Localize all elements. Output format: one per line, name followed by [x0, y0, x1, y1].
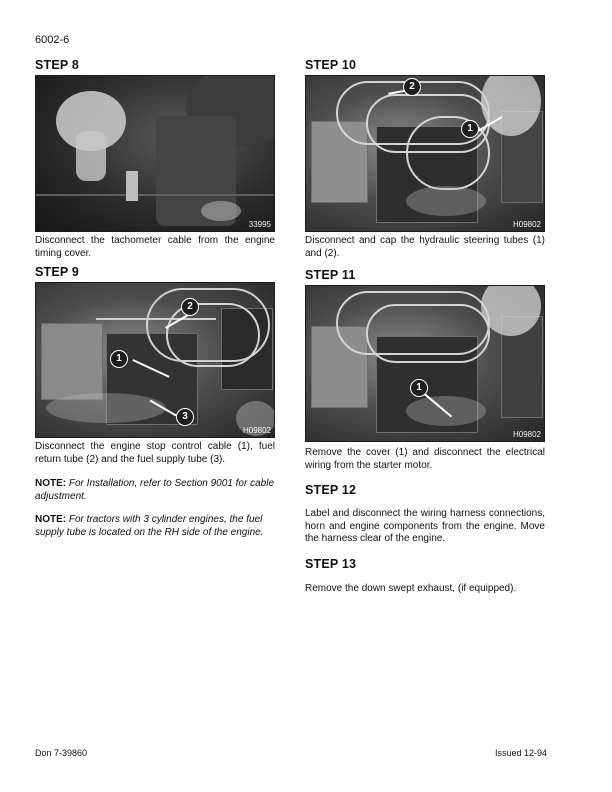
step-10-caption: Disconnect and cap the hydraulic steering tubes (1) and (2).	[305, 235, 545, 259]
step-12-heading: STEP 12	[305, 483, 357, 497]
step-9-note-1	[35, 478, 275, 503]
step-9-heading: STEP 9	[35, 265, 80, 279]
step-8-heading: STEP 8	[35, 58, 80, 72]
note-2-label: NOTE:	[35, 514, 67, 525]
step-8-photo	[35, 75, 275, 232]
step-10-photo	[305, 75, 545, 232]
step-9-callout-2: 2	[181, 298, 199, 316]
step-11-heading: STEP 11	[305, 268, 356, 282]
step-8-photo-code: 33995	[248, 220, 271, 229]
step-9-callout-3: 3	[176, 408, 194, 426]
step-9-callout-1: 1	[110, 350, 128, 368]
step-9-note-2	[35, 514, 275, 539]
step-11-caption: Remove the cover (1) and disconnect the electrical wiring from the starter motor.	[305, 447, 545, 471]
step-10-callout-1: 1	[461, 120, 479, 138]
page-number: 6002-6	[35, 34, 70, 46]
step-9-photo-code: H09802	[242, 426, 271, 435]
step-9-caption: Disconnect the engine stop control cable (1), fuel return tube (2) and the fuel supply tube (3).	[35, 441, 275, 465]
step-11-photo	[305, 285, 545, 442]
footer-issue-date: Issued 12-94	[495, 748, 548, 758]
footer-document-number: Don 7-39860	[35, 748, 88, 758]
step-12-text: Label and disconnect the wiring harness connections, horn and engine components from the engine. Move the harness clear of the engine.	[305, 508, 545, 544]
step-10-callout-2: 2	[403, 78, 421, 96]
note-1-label: NOTE:	[35, 478, 67, 489]
step-9-photo	[35, 282, 275, 438]
step-8-caption: Disconnect the tachometer cable from the engine timing cover.	[35, 235, 275, 259]
step-13-heading: STEP 13	[305, 557, 357, 571]
step-10-heading: STEP 10	[305, 58, 357, 72]
step-11-callout-1: 1	[410, 379, 428, 397]
step-11-photo-code: H09802	[512, 430, 541, 439]
note-1-text: For Installation, refer to Section 9001 for cable adjustment.	[35, 478, 275, 502]
step-10-photo-code: H09802	[512, 220, 541, 229]
note-2-text: For tractors with 3 cylinder engines, the fuel supply tube is located on the RH side of the engine.	[35, 514, 264, 538]
step-13-text: Remove the down swept exhaust, (if equipped).	[305, 583, 517, 594]
